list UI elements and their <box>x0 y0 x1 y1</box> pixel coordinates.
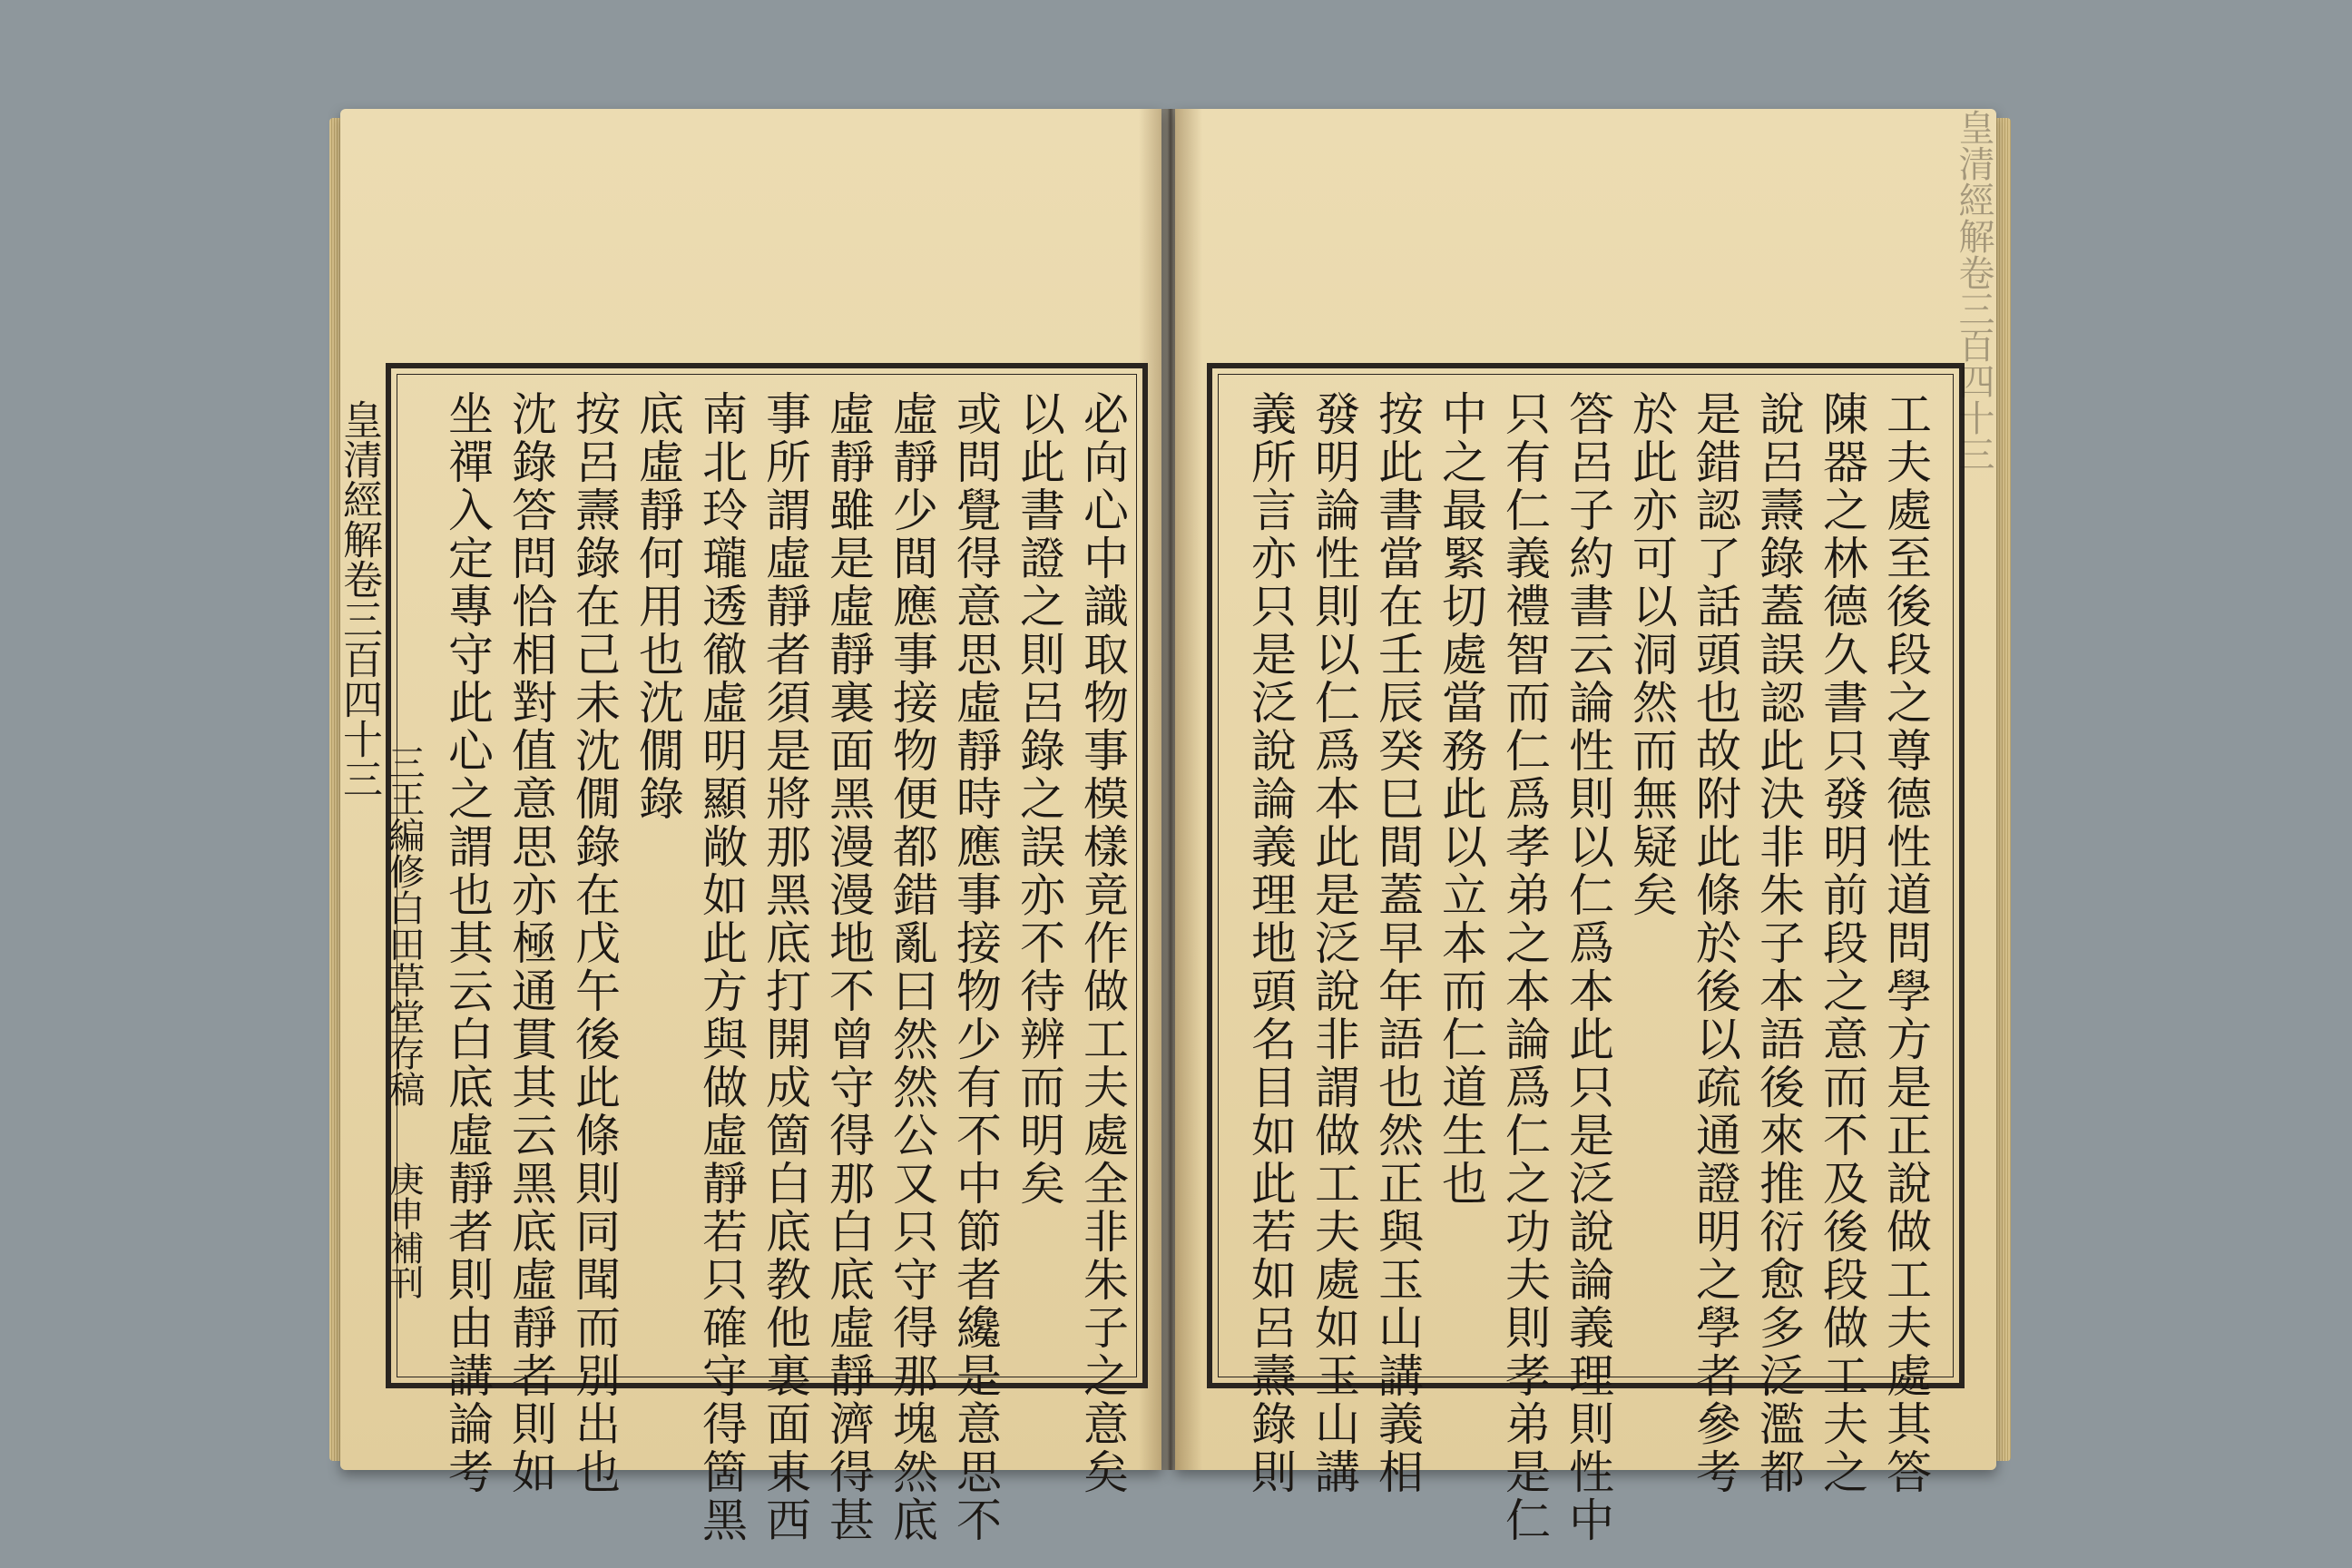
right-column-9: 按此書當在壬辰癸巳間蓋早年語也然正與玉山講義相 <box>1371 390 1424 1496</box>
left-column-4: 虛靜少間應事接物便都錯亂曰然然公又只守得那塊然底 <box>886 390 938 1544</box>
left-banxin-title: 皇清經解卷三百四十三 <box>336 399 382 799</box>
open-book <box>336 91 2001 1544</box>
right-column-8: 中之最緊切處當務此以立本而仁道生也 <box>1435 390 1487 1208</box>
left-column-1: 必向心中識取物事模樣竟作做工夫處全非朱子之意矣 <box>1076 390 1129 1496</box>
right-banxin-title: 皇清經解卷三百四十三 <box>1953 109 1994 472</box>
left-column-8: 底虛靜何用也沈僩錄 <box>632 390 684 823</box>
right-column-5: 於此亦可以洞然而無疑矣 <box>1625 390 1678 919</box>
left-column-5: 虛靜雖是虛靜裏面黑漫漫地不曾守得那白底虛靜濟得甚 <box>822 390 875 1544</box>
right-column-4: 是錯認了話頭也故附此條於後以疏通證明之學者參考 <box>1689 390 1741 1496</box>
right-column-7: 只有仁義禮智而仁爲孝弟之本論爲仁之功夫則孝弟是仁 <box>1498 390 1551 1544</box>
left-column-10: 沈錄答問恰相對值意思亦極通貫其云黑底虛靜者則如 <box>505 390 557 1496</box>
left-edition-note: 庚申補刊 <box>384 1161 424 1299</box>
left-column-9: 按呂燾錄在己未沈僩錄在戊午後此條則同聞而別出也 <box>568 390 621 1496</box>
right-column-10: 發明論性則以仁爲本此是泛說非謂做工夫處如玉山講 <box>1308 390 1360 1496</box>
book-gutter <box>1139 109 1202 1470</box>
left-column-11: 坐禪入定專守此心之謂也其云白底虛靜者則由講論考 <box>441 390 494 1496</box>
right-column-6: 答呂子約書云論性則以仁爲本此只是泛說論義理則性中 <box>1562 390 1614 1544</box>
left-column-2: 以此書證之則呂錄之誤亦不待辨而明矣 <box>1013 390 1065 1208</box>
left-publisher-line: 三王編修白田草堂存稿 <box>383 744 425 1107</box>
left-column-7: 南北玲瓏透徹虛明顯敞如此方與做虛靜若只確守得箇黑 <box>695 390 748 1544</box>
right-column-3: 說呂燾錄蓋誤認此決非朱子本語後來推衍愈多泛濫都 <box>1752 390 1805 1496</box>
right-fore-edge <box>1994 118 2011 1461</box>
right-column-1: 工夫處至後段之尊德性道問學方是正說做工夫處其答 <box>1879 390 1932 1496</box>
left-column-3: 或問覺得意思虛靜時應事接物少有不中節者纔是意思不 <box>949 390 1002 1544</box>
left-column-6: 事所謂虛靜者須是將那黑底打開成箇白底教他裏面東西 <box>759 390 811 1544</box>
right-column-2: 陳器之林德久書只發明前段之意而不及後段做工夫之 <box>1816 390 1868 1496</box>
right-column-11: 義所言亦只是泛說論義理地頭名目如此若如呂燾錄則 <box>1244 390 1297 1496</box>
